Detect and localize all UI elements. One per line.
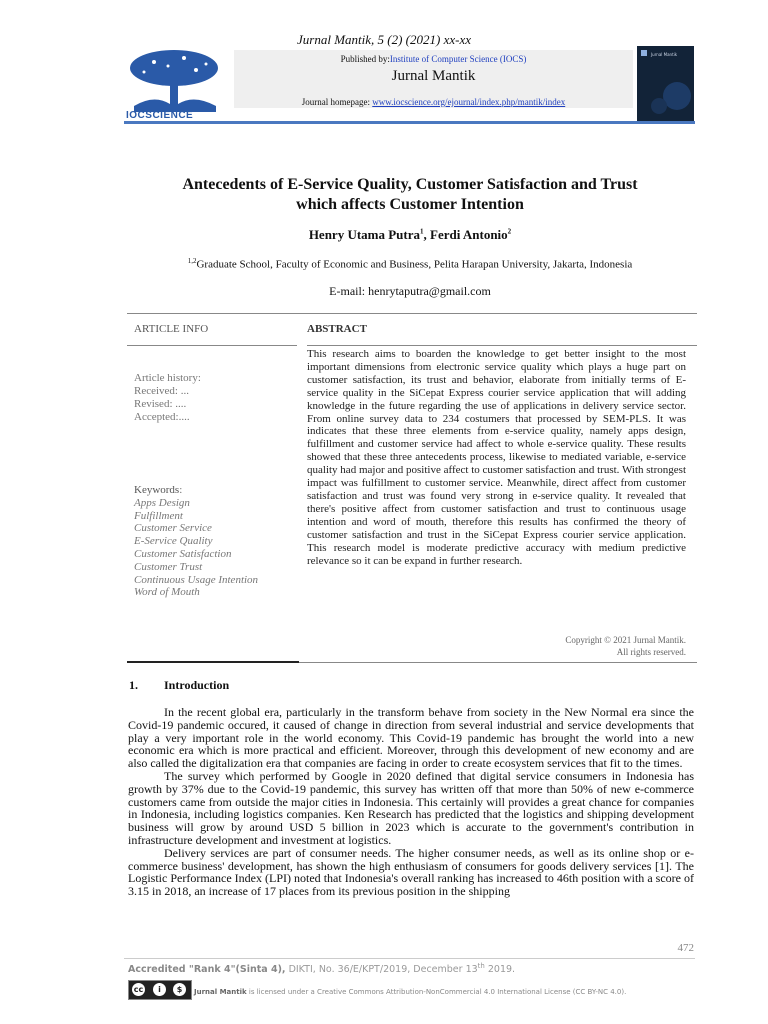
title-line-2: which affects Customer Intention xyxy=(296,196,524,213)
info-heading-rule xyxy=(127,345,297,346)
author-email: E-mail: henrytaputra@gmail.com xyxy=(329,284,491,298)
info-top-rule xyxy=(127,313,697,314)
affiliation-text: Graduate School, Faculty of Economic and Business, Pelita Harapan University, Jakarta, Indonesia xyxy=(196,258,633,271)
keyword: Word of Mouth xyxy=(134,586,200,599)
article-title xyxy=(130,175,690,215)
homepage-prefix: Journal homepage: xyxy=(301,97,371,107)
cc-icon: cc xyxy=(133,985,144,994)
cc-license-badge[interactable] xyxy=(128,980,192,1000)
article-info-heading: ARTICLE INFO xyxy=(134,323,209,335)
license-statement: is licensed under a Creative Commons Attribution-NonCommercial 4.0 International License (CC BY-NC 4.0). xyxy=(246,988,627,996)
keyword: Customer Service xyxy=(134,522,212,535)
keyword: Customer Trust xyxy=(134,560,203,573)
keywords-label: Keywords xyxy=(134,484,180,496)
section-number: 1. xyxy=(129,678,138,692)
page-number: 472 xyxy=(677,942,694,954)
revised-date: Revised: .... xyxy=(134,398,187,410)
license-journal: Jurnal Mantik xyxy=(194,988,247,996)
nc-icon: $ xyxy=(173,983,186,996)
accreditation-rank: Accredited "Rank 4"(Sinta 4), xyxy=(128,964,286,976)
history-label: Article history: xyxy=(134,372,201,384)
author-affil-marker: 1 xyxy=(420,227,424,236)
affiliation xyxy=(0,257,768,271)
keywords-block: Keywords: Apps Design Fulfillment Customer Service E-Service Quality Customer Satisfaction Customer Trust Continuous Usage Intention Word of Mouth xyxy=(134,484,259,599)
body-paragraph: The survey which performed by Google in 2020 defined that digital service consumers in Indonesia has growth by 37% due to the Covid-19 pandemic, this survey has written off that more than 50% of new e-commerce customers came from outside the major cities in Indonesia. This certainly will provides a great chance for companies in Indonesia, including logistics companies. Ken Research has predicted that the logistics and shipping development business will grow by around USD 5 billion in 2023 which is accurate to the government's contribution in infrastructure development and investment at logistics. xyxy=(128,768,694,847)
journal-cover-image xyxy=(637,46,694,122)
by-icon: i xyxy=(153,983,166,996)
accreditation-note xyxy=(128,962,515,975)
body-paragraph: In the recent global era, particularly in the transform behave from society in the New Normal era since the Covid-19 pandemic occured, it caused of change in direction from several industrial and service developments that play a very important role in the world economy. This Covid-19 pandemic has brought the world into a new economic era which is more practical and efficient. Moreover, through this development of new economy and are also called the digitalization era that companies are facing in order to create ecosystem services that fit to the times. xyxy=(128,705,694,771)
logo-text: IOCSCIENCE xyxy=(126,110,194,121)
abstract-text: This research aims to boarden the knowledge to get better insight to the most important dimensions from electronic service quality which plays a huge part on customer satisfaction, its trust and behavior, elaborate from initially terms of E-service quality in the SiCepat Express courier service application that will adding knowledge in the future regarding the use of applications in delivery service sector. From online survey data to 234 costumers that processed by SEM-PLS. It was indicates that these three elements from e-service quality, namely apps design, fulfillment and customer service had affect to whole e-service quality. These results showed that these three antecedents process, likewise to mediated variable, e-service quality had major and positive affect to customer satisfaction and trust. With strongest impact was fulfillment to customer service. Meanwhile, direct affect from customer satisfaction and trust was found very strong in e-service quality. It revealed that there's positive affect from customer satisfaction and trust to continuous usage intention and word of mouth, therefore this results has confirmed the theory of customer satisfaction and trust in the SiCepat Express courier service application. This research model is moderate predictive accuracy with medium predictive relevance so it can be expand in further research. xyxy=(307,348,686,567)
body-paragraph: Delivery services are part of consumer needs. The higher consumer needs, as well as its online shop or e-commerce business' development, has shown the high enthusiasm of consumers for goods delivery services [1]. The Logistic Performance Index (LPI) noted that Indonesia's overall ranking has increased to 46th position with a score of 3.15 in 2018, an increase of 17 places from its previous position in the shipping xyxy=(128,845,694,899)
copyright-notice xyxy=(450,634,686,658)
author-list xyxy=(0,227,768,243)
author-separator: , xyxy=(423,227,431,242)
keyword: Fulfillment xyxy=(134,509,183,522)
publisher-link[interactable]: Institute of Computer Science (IOCS) xyxy=(389,54,527,64)
keyword: Apps Design xyxy=(134,496,190,509)
abstract-heading: ABSTRACT xyxy=(307,323,367,335)
keyword: E-Service Quality xyxy=(134,535,213,548)
introduction-body xyxy=(128,706,694,898)
author-name: Ferdi Antonio xyxy=(430,227,508,242)
affil-marker: 1,2 xyxy=(187,257,197,265)
cover-title: Jurnal Mantik xyxy=(651,52,678,57)
accreditation-year: 2019. xyxy=(484,964,516,976)
author-affil-marker: 2 xyxy=(507,227,512,236)
abstract-heading-rule xyxy=(307,345,697,346)
accepted-date: Accepted:.... xyxy=(134,411,190,423)
info-bottom-accent xyxy=(127,661,299,663)
license-text xyxy=(194,988,626,996)
author-name: Henry Utama Putra xyxy=(308,227,421,242)
received-date: Received: ... xyxy=(134,385,189,397)
accreditation-ordinal: th xyxy=(477,962,485,970)
section-heading-introduction xyxy=(129,678,229,693)
homepage-link[interactable]: www.iocscience.org/ejournal/index.php/mantik/index xyxy=(372,97,566,107)
accreditation-detail: DIKTI, No. 36/E/KPT/2019, December 13 xyxy=(285,964,478,976)
copyright-line: Copyright © 2021 Jurnal Mantik. xyxy=(565,635,686,645)
article-history xyxy=(134,372,201,424)
footer-divider xyxy=(124,958,695,959)
keyword: Customer Satisfaction xyxy=(134,547,232,560)
journal-homepage xyxy=(234,97,633,107)
published-by xyxy=(234,54,633,64)
header-divider xyxy=(124,121,695,124)
journal-name: Jurnal Mantik xyxy=(391,68,476,84)
journal-reference: Jurnal Mantik, 5 (2) (2021) xx-xx xyxy=(297,32,471,47)
rights-line: All rights reserved. xyxy=(616,647,686,657)
keyword: Continuous Usage Intention xyxy=(134,573,259,586)
published-prefix: Published by: xyxy=(340,54,390,64)
title-line-1: Antecedents of E-Service Quality, Customer Satisfaction and Trust xyxy=(182,176,638,193)
section-title: Introduction xyxy=(164,678,230,692)
